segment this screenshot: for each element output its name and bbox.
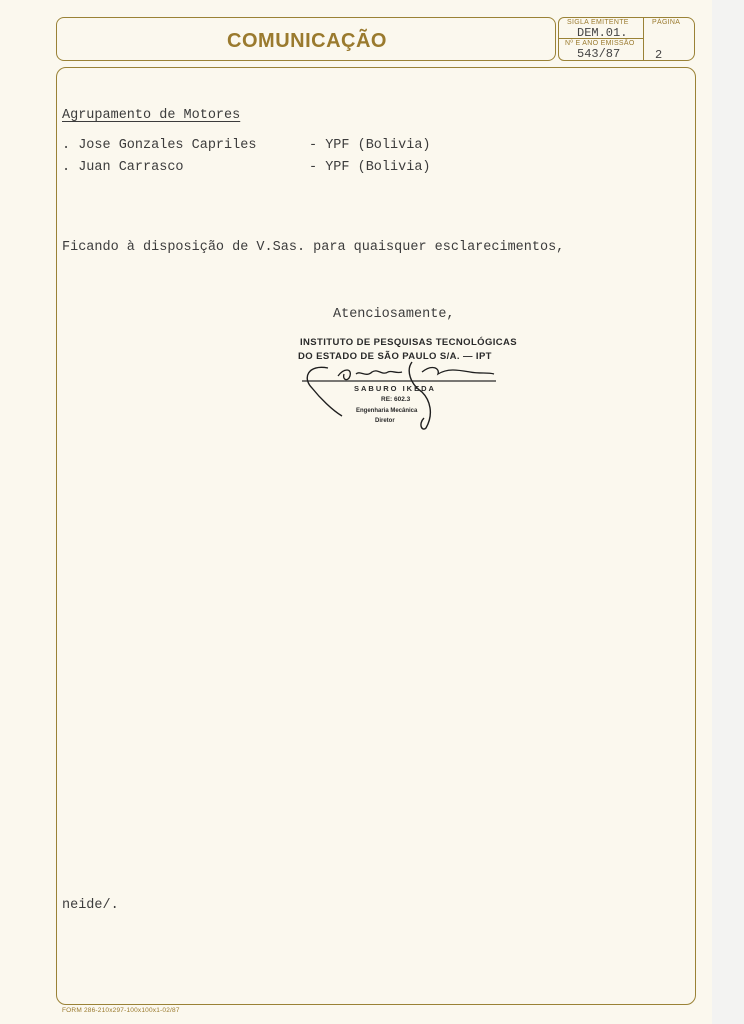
document-body (56, 67, 696, 1005)
sigla-label: SIGLA EMITENTE (567, 19, 629, 26)
member-name: . Juan Carrasco (62, 160, 184, 175)
member-name: . Jose Gonzales Capriles (62, 138, 257, 153)
stamp-name: SABURO IKEDA (354, 384, 436, 393)
form-title: COMUNICAÇÃO (227, 30, 387, 52)
sigla-value: DEM.01. (577, 26, 628, 40)
scan-edge (712, 0, 744, 1024)
form-code: FORM 286-210x297-100x100x1-02/87 (62, 1007, 180, 1014)
stamp-department: Engenharia Mecânica (356, 408, 418, 414)
stamp-institution: INSTITUTO DE PESQUISAS TECNOLÓGICAS (300, 337, 518, 348)
section-heading: Agrupamento de Motores (62, 108, 241, 123)
numero-value: 543/87 (577, 47, 621, 61)
stamp-role: Diretor (375, 418, 395, 424)
sigla-divider (559, 38, 643, 39)
salutation: Atenciosamente, (333, 307, 455, 322)
pagina-label: PÁGINA (652, 19, 681, 26)
form-header (56, 17, 556, 61)
typist-initials: neide/. (62, 898, 119, 913)
pagina-value: 2 (655, 48, 663, 62)
sigla-box (558, 17, 644, 61)
pagina-box (643, 17, 695, 61)
closing-paragraph: Ficando à disposição de V.Sas. para quaisquer esclarecimentos, (62, 240, 565, 255)
numero-label: Nº E ANO EMISSÃO (565, 40, 635, 47)
stamp-registration: RE: 602.3 (381, 396, 411, 403)
member-org: - YPF (Bolivia) (309, 160, 431, 175)
stamp-institution-sub: DO ESTADO DE SÃO PAULO S/A. — IPT (298, 351, 492, 362)
member-org: - YPF (Bolivia) (309, 138, 431, 153)
